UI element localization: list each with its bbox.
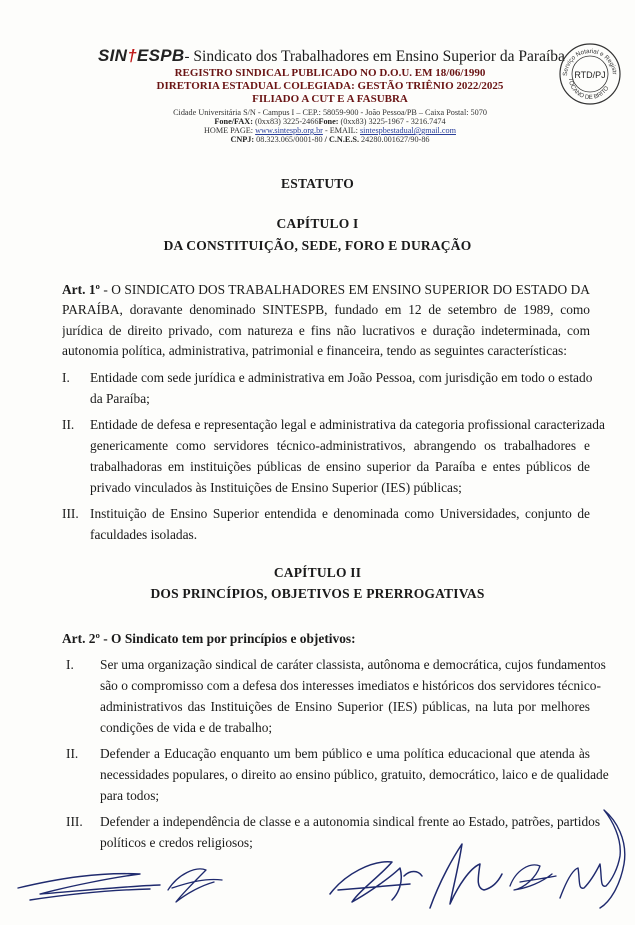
signature-6 [560, 810, 625, 908]
art2-text: - O Sindicato tem por princípios e objetivos: [103, 631, 356, 646]
art2-item-3-line-2: políticos e credos religiosos; [100, 835, 253, 850]
art1-item-3-num: III. [62, 506, 79, 521]
stamp-bottom-text: TOCANO DE BRITO [566, 77, 611, 102]
phone-label-1: Fone/FAX: [214, 117, 253, 126]
art1-item-2-line-1: Entidade de defesa e representação legal e administrativa da categoria profissional caracterizada [90, 417, 605, 432]
art2-item-1-line-1: Ser uma organização sindical de caráter classista, autônoma e democrática, cujos fundamentos [100, 657, 606, 672]
art1-line-4: autonomia política, administrativa, patrimonial e financeira, tendo as seguintes características: [62, 343, 567, 358]
phones-line [130, 117, 530, 126]
art2-item-3-line-1: Defender a independência de classe e a autonomia sindical frente ao Estado, patrões, partidos [100, 814, 601, 829]
chapter-2-label: CAPÍTULO II [273, 565, 362, 580]
email-label: - EMAIL: [324, 126, 358, 135]
art2-item-2-num: II. [66, 746, 79, 761]
art1-item-2-line-4: privado vinculados às Instituições de Ensino Superior (IES) públicas; [90, 480, 462, 495]
homepage-label: HOME PAGE: [204, 126, 254, 135]
art1-item-1-num: I. [62, 370, 70, 385]
art2-label: Art. 2º [62, 631, 100, 646]
chapter-2-title: DOS PRINCÍPIOS, OBJETIVOS E PRERROGATIVAS [150, 586, 485, 601]
cnpj-value: 08.323.065/0001-80 [256, 135, 323, 144]
document-title: ESTATUTO [281, 176, 354, 191]
phone-label-2: Fone: [318, 117, 339, 126]
signature-3 [330, 862, 422, 902]
signatures [0, 790, 635, 925]
art1-line-3: jurídica de direito privado, com natureza e fins não lucrativos e duração indeterminada, com [62, 323, 590, 338]
art2-heading [62, 631, 356, 647]
art1-item-3-line-2: faculdades isoladas. [90, 527, 198, 542]
homepage-link[interactable]: www.sintespb.org.br [255, 126, 323, 135]
phone-value-1: (0xx83) 3225-2466 [254, 117, 319, 126]
art1-label: Art. 1º [62, 282, 100, 297]
email-link[interactable]: sintespbestadual@gmail.com [359, 126, 456, 135]
art2-item-2-line-2: necessidades populares, o direito ao ensino público, gratuito, democrático, laico e de qualidade [100, 767, 609, 782]
cnes-value: 24280.001627/90-86 [361, 135, 430, 144]
cnpj-line [130, 135, 530, 144]
art1-item-1-line-1: Entidade com sede jurídica e administrativa em João Pessoa, com jurisdição em todo o estado [90, 370, 593, 385]
cnpj-label: CNPJ: [230, 135, 255, 144]
notary-stamp [558, 42, 622, 106]
affiliation-line: FILIADO A CUT E A FASUBRA [252, 93, 408, 105]
chapter-1-label: CAPÍTULO I [276, 216, 359, 231]
chapter-1-title: DA CONSTITUIÇÃO, SEDE, FORO E DURAÇÃO [163, 238, 472, 253]
board-line: DIRETORIA ESTADUAL COLEGIADA: GESTÃO TRIÊNIO 2022/2025 [156, 80, 504, 92]
signature-2 [168, 869, 222, 902]
brand-line [98, 46, 598, 66]
art1-item-2-line-2: genericamente como servidores técnico-administrativos, abrangendo os trabalhadores e [90, 438, 590, 453]
art2-item-2-line-3: para todos; [100, 788, 160, 803]
stamp-top-text: Serviço Notarial e Registr [561, 47, 618, 77]
art2-item-1-line-2: são o compromisso com a defesa dos interesses imediatos e históricos dos servidores técnico- [100, 678, 601, 693]
signature-5 [510, 865, 556, 890]
web-line [130, 126, 530, 135]
phone-value-2: (0xx83) 3225-1967 - 3216.7474 [340, 117, 446, 126]
art2-item-2-line-1: Defender a Educação enquanto um bem público e uma política educacional que atenda às [100, 746, 590, 761]
art1-text-1: - O SINDICATO DOS TRABALHADORES EM ENSINO SUPERIOR DO ESTADO DA [103, 282, 590, 297]
art2-item-3-num: III. [66, 814, 83, 829]
sintespb-logo: SIN†ESPB [98, 46, 185, 65]
art1-line-1 [62, 282, 590, 299]
art1-item-3-line-1: Instituição de Ensino Superior entendida e denominada como Universidades, conjunto de [90, 506, 590, 521]
registry-line: REGISTRO SINDICAL PUBLICADO NO D.O.U. EM 18/06/1990 [174, 67, 486, 79]
cnes-label: / C.N.E.S. [324, 135, 359, 144]
org-name: Sindicato dos Trabalhadores em Ensino Superior da Paraíba [193, 48, 565, 65]
stamp-center-text: RTD/PJ [574, 70, 606, 80]
brand-separator: - [184, 49, 190, 65]
art2-item-1-num: I. [66, 657, 74, 672]
art1-line-2: PARAÍBA, doravante denominado SINTESPB, fundado em 12 de setembro de 1989, como [62, 302, 590, 317]
signature-1 [18, 874, 160, 900]
art2-item-1-line-4: condições de vida e de trabalho; [100, 720, 273, 735]
address-line: Cidade Universitária S/N - Campus I – CEP.: 58059-900 - João Pessoa/PB – Caixa Postal: 5070 [173, 108, 487, 117]
art2-item-1-line-3: administrativos das Instituições de Ensino Superior (IES) públicas, na luta por melhores [100, 699, 590, 714]
art1-item-2-num: II. [62, 417, 75, 432]
art1-item-2-line-3: trabalhadoras em instituições públicas de ensino superior da Paraíba e entes públicos de [90, 459, 590, 474]
signature-4 [430, 844, 502, 908]
art1-item-1-line-2: da Paraíba; [90, 391, 150, 406]
